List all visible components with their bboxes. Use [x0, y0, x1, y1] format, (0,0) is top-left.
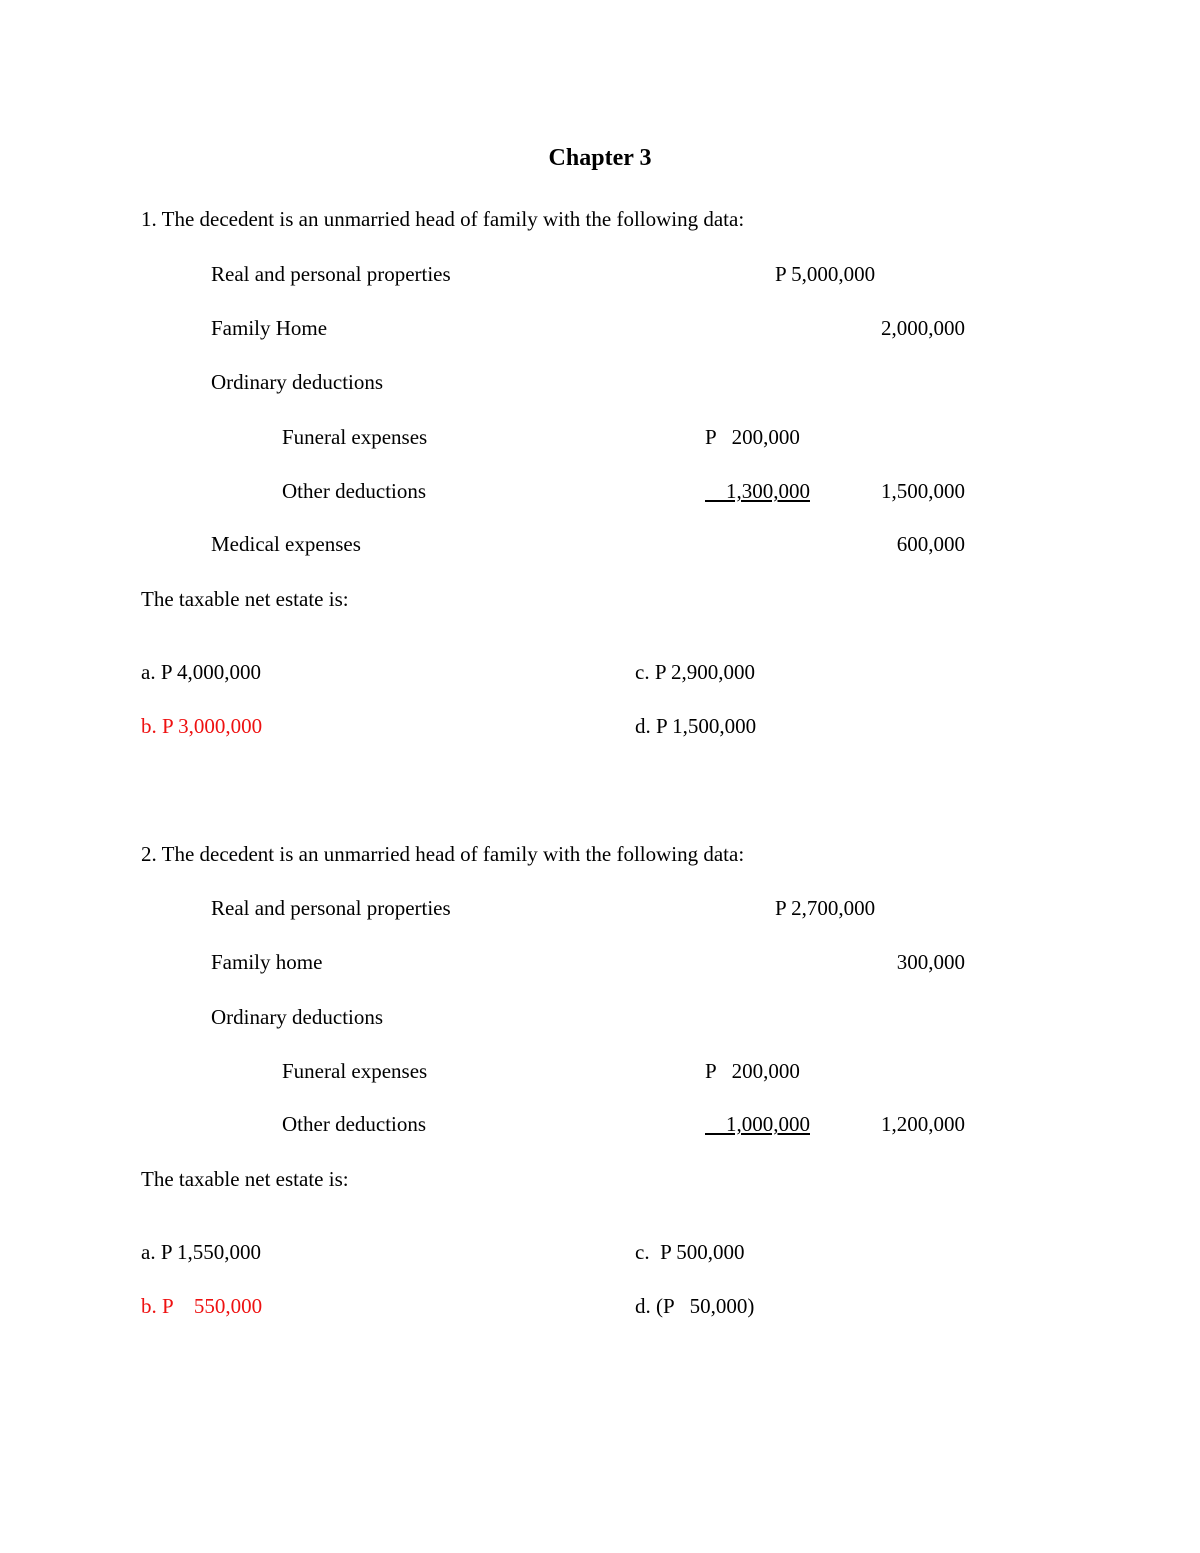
question-prompt: 1. The decedent is an unmarried head of family with the following data: — [141, 207, 745, 231]
choice-a: a. P 1,550,000 — [141, 1240, 261, 1264]
choice-b-correct-answer: b. P 550,000 — [141, 1294, 263, 1318]
row-label-real-personal: Real and personal properties — [211, 896, 451, 920]
row-amount-funeral: P 200,000 — [705, 425, 800, 449]
choice-c: c. P 500,000 — [635, 1240, 745, 1264]
row-label-funeral: Funeral expenses — [282, 425, 428, 449]
row-amount-other: 1,300,000 — [705, 479, 810, 503]
question-text: The taxable net estate is: — [141, 587, 349, 611]
choice-d: d. (P 50,000) — [635, 1294, 755, 1318]
choice-c: c. P 2,900,000 — [635, 660, 755, 684]
question-text: The taxable net estate is: — [141, 1167, 349, 1191]
row-label-real-personal: Real and personal properties — [211, 262, 451, 286]
row-amount-other: 1,000,000 — [705, 1112, 810, 1136]
choice-b-correct-answer: b. P 3,000,000 — [141, 714, 263, 738]
row-label-other: Other deductions — [282, 479, 427, 503]
row-label-ordinary-deductions: Ordinary deductions — [211, 370, 384, 394]
row-total-other: 1,500,000 — [881, 479, 965, 503]
row-label-other: Other deductions — [282, 1112, 427, 1136]
row-amount-family-home: 2,000,000 — [881, 316, 965, 340]
row-label-medical: Medical expenses — [211, 532, 361, 556]
choice-d: d. P 1,500,000 — [635, 714, 757, 738]
row-amount-medical: 600,000 — [896, 532, 965, 556]
row-amount-family-home: 300,000 — [896, 950, 965, 974]
row-amount-real-personal: P 2,700,000 — [775, 896, 876, 920]
row-label-family-home: Family Home — [211, 316, 328, 340]
row-amount-real-personal: P 5,000,000 — [775, 262, 876, 286]
question-prompt: 2. The decedent is an unmarried head of family with the following data: — [141, 842, 745, 866]
row-total-other: 1,200,000 — [881, 1112, 965, 1136]
choice-a: a. P 4,000,000 — [141, 660, 261, 684]
row-label-funeral: Funeral expenses — [282, 1059, 428, 1083]
row-label-family-home: Family home — [211, 950, 323, 974]
row-amount-funeral: P 200,000 — [705, 1059, 800, 1083]
row-label-ordinary-deductions: Ordinary deductions — [211, 1005, 384, 1029]
page-title: Chapter 3 — [548, 145, 652, 171]
